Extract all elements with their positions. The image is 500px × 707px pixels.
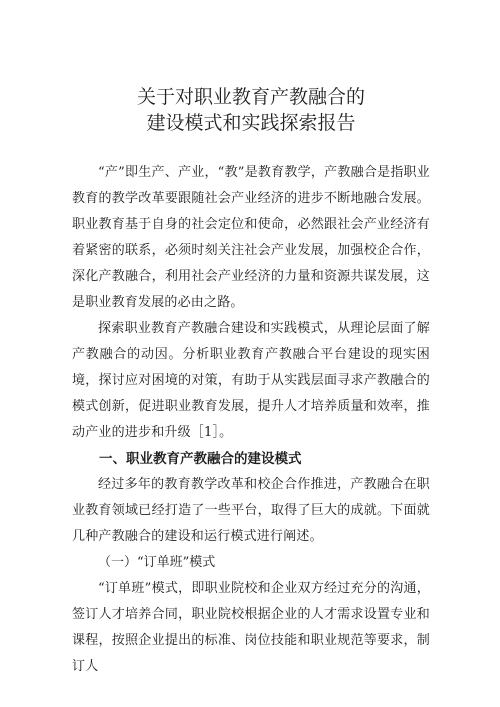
paragraph-section1-intro: 经过多年的教育教学改革和校企合作推进，产教融合在职业教育领域已经打造了一些平台，取得了巨大的成就。下面就几种产教融合的建设和运行模式进行阐述。 xyxy=(72,477,430,544)
document-title xyxy=(72,84,430,136)
title-line-1: 关于对职业教育产教融合的 xyxy=(136,86,365,108)
subsection-heading-order-class: （一）“订单班”模式 xyxy=(98,555,216,570)
paragraph-exploration: 探索职业教育产教融合建设和实践模式，从理论层面了解产教融合的动因。分析职业教育产教融合平台建设的现实困境，探讨应对困境的对策，有助于从实践层面寻求产教融合的模式创新，促进职业教育发展，提升人才培养质量和效率，推动产业的进步和升级［1］。 xyxy=(72,321,430,440)
title-line-2: 建设模式和实践探索报告 xyxy=(146,112,356,134)
paragraph-intro: “产”即生产、产业，“教”是教育教学，产教融合是指职业教育的教学改革要跟随社会产业经济的进步不断地融合发展。职业教育基于自身的社会定位和使命，必然跟社会产业经济有着紧密的联系，必须时刻关注社会产业发展，加强校企合作，深化产教融合，利用社会产业经济的力量和资源共谋发展，这是职业教育发展的必由之路。 xyxy=(72,165,430,310)
section-heading-1: 一、职业教育产教融合的建设模式 xyxy=(99,451,302,467)
paragraph-order-class: “订单班”模式，即职业院校和企业双方经过充分的沟通，签订人才培养合同，职业院校根据企业的人才需求设置专业和课程，按照企业提出的标准、岗位技能和职业规范等要求，制订人 xyxy=(72,581,430,674)
